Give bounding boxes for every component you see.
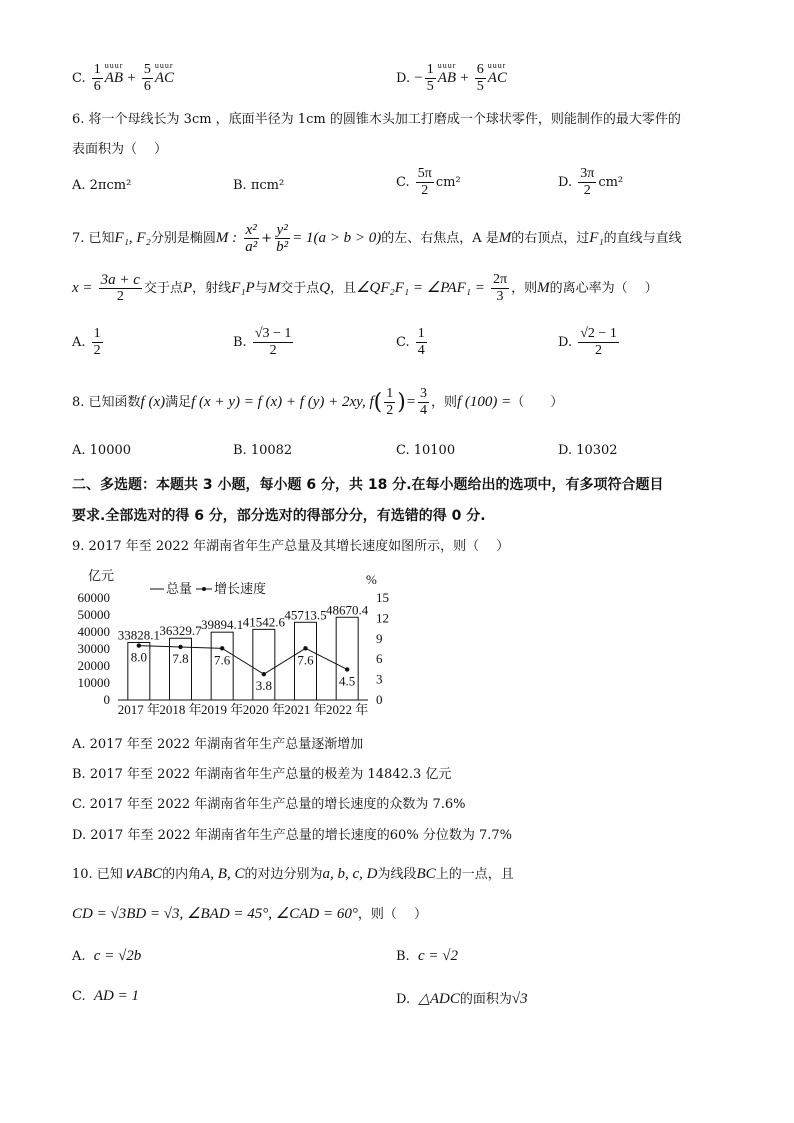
q6-option-c: C. $\frac{5\pi}{2}$ cm²	[396, 166, 461, 198]
section-heading-line1: 二、多选题：本题共 3 小题，每小题 6 分，共 18 分.在每小题给出的选项中，有多项符合题目	[72, 477, 664, 493]
y-right-tick-label: 6	[376, 651, 383, 667]
q6-option-b: B. πcm²	[233, 178, 285, 193]
y-left-tick-label: 20000	[77, 658, 110, 673]
q7-option-d: D. $\frac{√2 - 1}{2}$	[558, 326, 617, 358]
fraction: $\frac{\text{y²}}{\text{b²}}$	[276, 222, 289, 255]
q8-stem: 8. 已知函数f (x)满足f (x + y) = f (x) + f (y) + 2xy, f( $\frac{1}{2}$ )= $\frac{3}{4}$ ，则f (100) =（ ）	[72, 386, 564, 418]
fraction: $\frac{5\pi}{2}$	[417, 166, 432, 198]
y-right-tick-label: 12	[376, 610, 389, 626]
bar-value-label: 33828.1	[117, 627, 160, 643]
vector-ac: uuur AC	[487, 61, 507, 86]
q6-stem-line1: 6. 将一个母线长为 3cm ，底面半径为 1cm 的圆锥木头加工打磨成一个球状零件，则能制作的最大零件的	[72, 112, 681, 127]
q8-option-a: A. 10000	[72, 443, 132, 458]
q10-stem-line1: 10. 已知∨ABC的内角A, B, C的对边分别为a, b, c, D为线段BC上的一点，且	[72, 866, 514, 882]
fraction: $\frac{2\pi}{3}$	[492, 272, 508, 304]
fraction: $\frac{\text{x²}}{\text{a²}}$	[245, 222, 258, 255]
fraction: $\frac{3}{4}$	[419, 386, 427, 418]
rate-value-label: 7.8	[172, 650, 189, 666]
q6-option-a: A. 2πcm²	[72, 178, 132, 193]
q9-option-c: C. 2017 年至 2022 年湖南省年生产总量的增长速度的众数为 7.6%	[72, 797, 466, 812]
fraction: $\frac{1}{6}$	[93, 62, 101, 94]
y-left-tick-label: 10000	[77, 675, 110, 690]
q9-option-a: A. 2017 年至 2022 年湖南省年生产总量逐渐增加	[72, 737, 364, 752]
y-left-tick-label: 40000	[77, 624, 110, 639]
q10-option-d: D. △ADC的面积为√3	[396, 991, 528, 1007]
section-heading-line2: 要求.全部选对的得 6 分，部分选对的得部分分，有选错的得 0 分.	[72, 508, 486, 524]
fraction: $\frac{1}{4}$	[417, 326, 425, 358]
y-right-tick-label: 9	[376, 630, 383, 646]
rate-point	[303, 646, 307, 650]
bar-value-label: 48670.4	[326, 602, 369, 618]
rate-point	[220, 646, 224, 650]
bar-value-label: 45713.5	[284, 607, 327, 623]
y-left-tick-label: 60000	[77, 590, 110, 605]
fraction: $\frac{√2 - 1}{2}$	[580, 326, 617, 358]
y-right-axis-label: %	[366, 572, 377, 587]
fraction: $\frac{1}{2}$	[386, 386, 394, 418]
q10-option-c: C. AD = 1	[72, 988, 140, 1004]
q10-stem-line2: CD = √3BD = √3, ∠BAD = 45°, ∠CAD = 60°，则（ ）	[72, 906, 427, 922]
legend-label-rate: 增长速度	[214, 581, 267, 596]
q9-stem: 9. 2017 年至 2022 年湖南省年生产总量及其增长速度如图所示，则（ ）	[72, 539, 510, 554]
y-left-tick-label: 0	[103, 692, 110, 707]
rate-value-label: 4.5	[339, 673, 356, 689]
bar-value-label: 36329.7	[159, 623, 202, 639]
fraction: $\frac{3\pi}{2}$	[580, 166, 595, 198]
rate-value-label: 3.8	[255, 678, 272, 694]
fraction: $\frac{5}{6}$	[143, 62, 151, 94]
y-right-tick-label: 3	[376, 671, 383, 687]
rate-value-label: 8.0	[130, 649, 147, 665]
q7-stem-line1: 7. 已知F₁, F₂分别是椭圆M : $\frac{\text{x²}}{\text{a²}}$ + $\frac{\text{y²}}{\text{b²}}$ = 1(a > b > 0)的左、右焦点，A 是M的右顶点，过F₁的直线与直线	[72, 222, 682, 255]
rate-line	[139, 646, 347, 675]
q9-option-b: B. 2017 年至 2022 年湖南省年生产总量的极差为 14842.3 亿元	[72, 767, 452, 782]
x-tick-label: 2018 年	[159, 702, 202, 717]
rate-point	[345, 667, 349, 671]
q10-option-b: B. c = √2	[396, 948, 458, 964]
q9-chart	[70, 568, 390, 720]
q9-option-d: D. 2017 年至 2022 年湖南省年生产总量的增长速度的60% 分位数为 7.7%	[72, 828, 512, 843]
y-left-axis-label: 亿元	[88, 568, 115, 583]
y-right-tick-label: 0	[376, 692, 383, 707]
fraction: $\frac{6}{5}$	[476, 62, 484, 94]
fraction: $\frac{1}{5}$	[426, 62, 434, 94]
legend-label-total: 总量	[166, 581, 193, 596]
q5-option-c: C. $\frac{1}{6}$ uuur AB + $\frac{5}{6}$ uuur AC	[72, 61, 175, 94]
rate-point	[137, 643, 141, 647]
q8-option-c: C. 10100	[396, 443, 456, 458]
bar-value-label: 39894.1	[201, 617, 244, 633]
vector-ab: uuur AB	[437, 61, 457, 86]
q6-option-d: D. $\frac{3\pi}{2}$ cm²	[558, 166, 624, 198]
q7-option-a: A. $\frac{1}{2}$	[72, 326, 101, 358]
legend-marker-rate	[202, 587, 206, 591]
q7-option-c: C. $\frac{1}{4}$	[396, 326, 425, 358]
q7-stem-line2: x = $\frac{3a + c}{2}$ 交于点P，射线F₁P与M交于点Q，且∠QF₂F₁ = ∠PAF₁ = $\frac{2\pi}{3}$ ，则M的离心率为（ ）	[72, 272, 658, 304]
x-tick-label: 2017 年	[117, 702, 160, 717]
x-tick-label: 2021 年	[284, 702, 327, 717]
fraction: $\frac{1}{2}$	[93, 326, 101, 358]
rate-point	[178, 645, 182, 649]
y-right-tick-label: 15	[376, 590, 389, 605]
x-tick-label: 2019 年	[201, 702, 244, 717]
fraction: $\frac{√3 - 1}{2}$	[254, 326, 292, 358]
x-tick-label: 2022 年	[326, 702, 369, 717]
bar-value-label: 41542.6	[242, 614, 285, 630]
rate-point	[262, 672, 266, 676]
rate-value-label: 7.6	[297, 652, 314, 668]
y-left-tick-label: 30000	[77, 641, 110, 656]
q8-option-d: D. 10302	[558, 443, 618, 458]
y-left-tick-label: 50000	[77, 607, 110, 622]
vector-ab: uuur AB	[104, 61, 124, 86]
q8-option-b: B. 10082	[233, 443, 293, 458]
x-tick-label: 2020 年	[242, 702, 285, 717]
q10-option-a: A. c = √2b	[72, 948, 142, 964]
q5-option-d: D. − $\frac{1}{5}$ uuur AB + $\frac{6}{5}$ uuur AC	[396, 61, 507, 94]
vector-ac: uuur AC	[154, 61, 175, 86]
q7-option-b: B. $\frac{√3 - 1}{2}$	[233, 326, 292, 358]
fraction: $\frac{3a + c}{2}$	[100, 272, 140, 304]
q6-stem-line2: 表面积为（ ）	[72, 142, 168, 157]
rate-value-label: 7.6	[214, 652, 231, 668]
